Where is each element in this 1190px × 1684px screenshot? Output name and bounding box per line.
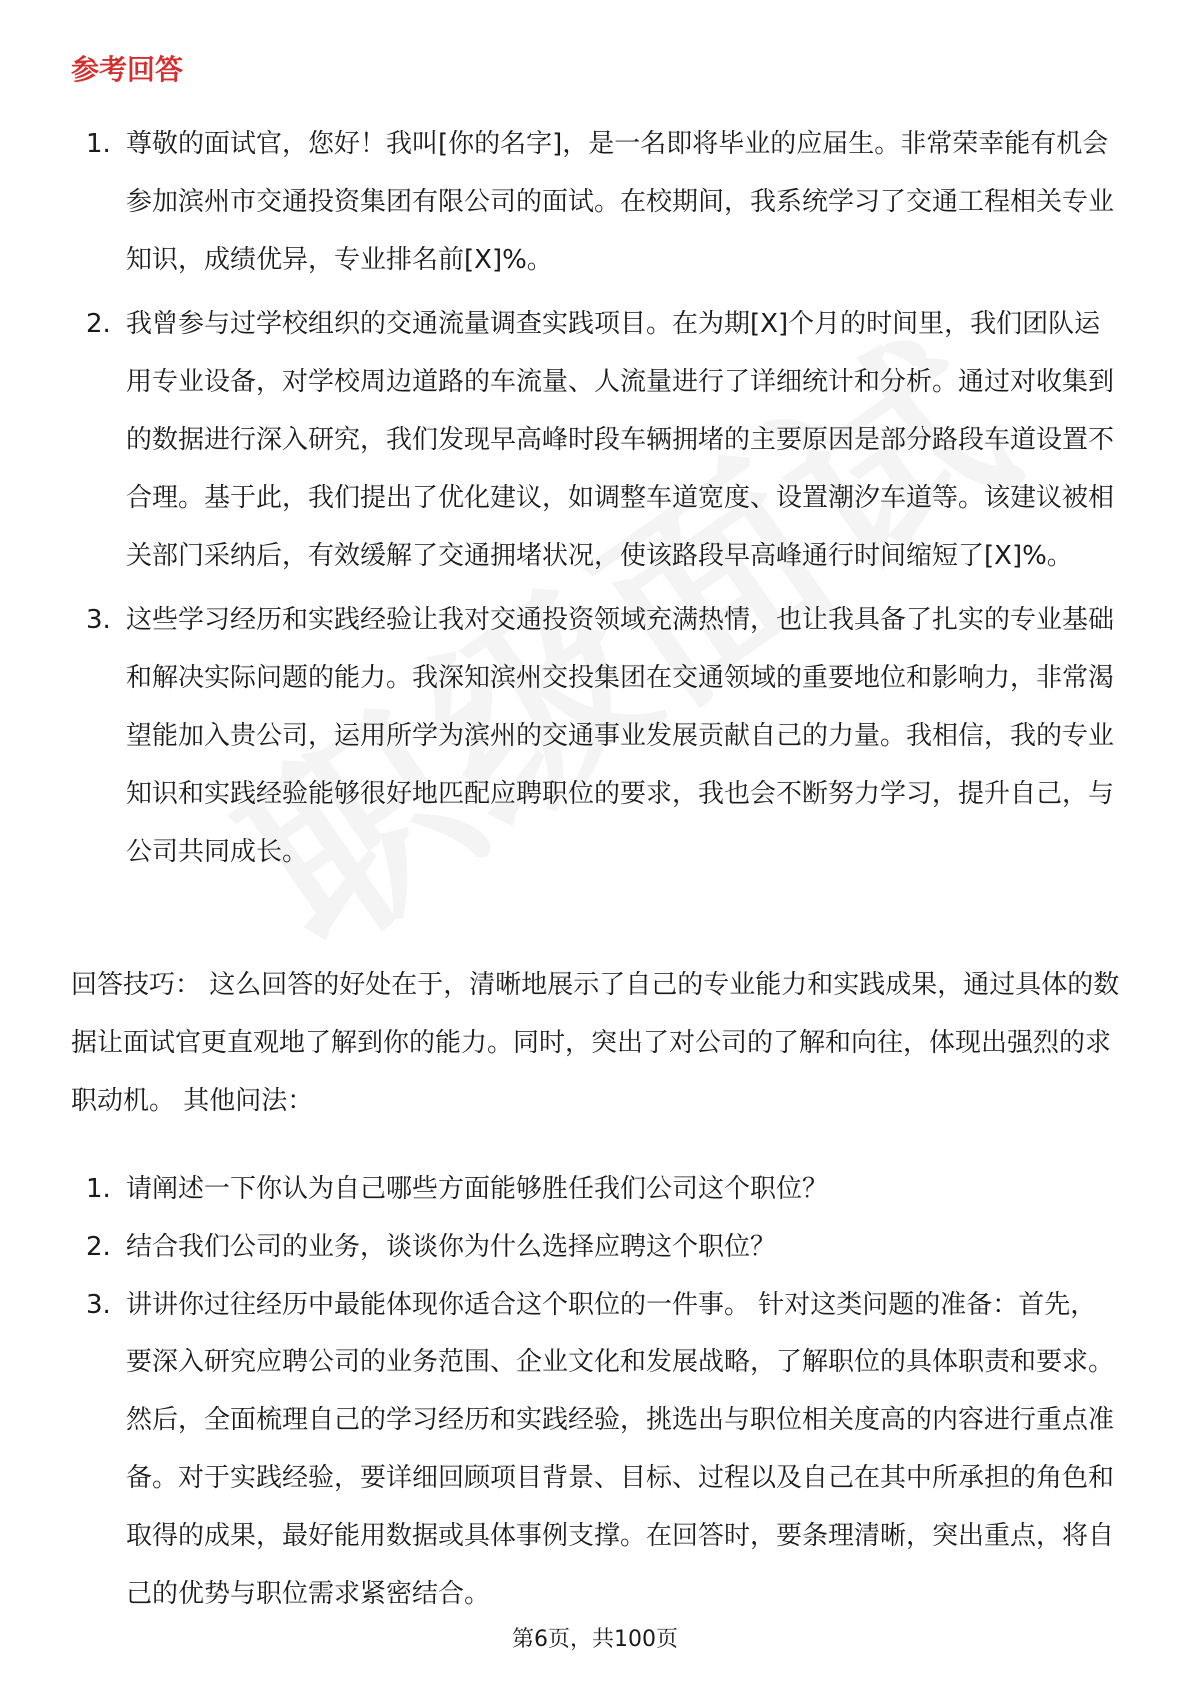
list-item — [0, 296, 1116, 585]
answer-tips: 回答技巧： 这么回答的好处在于，清晰地展示了自己的专业能力和实践成果，通过具体的数据让面试官更直观地了解到你的能力。同时，突出了对公司的了解和向往，体现出强烈的求职动机。 其他问法： — [71, 970, 1120, 1116]
list-item — [0, 1277, 1116, 1624]
list-number: 3. — [86, 605, 111, 636]
list-item — [0, 116, 1116, 289]
list-item — [0, 592, 1116, 881]
list-text: 尊敬的面试官，您好！我叫[你的名字]，是一名即将毕业的应届生。非常荣幸能有机会参加滨州市交通投资集团有限公司的面试。在校期间，我系统学习了交通工程相关专业知识，成绩优异，专业排名前[X]%。 — [126, 129, 1115, 275]
list-text: 请阐述一下你认为自己哪些方面能够胜任我们公司这个职位？ — [126, 1174, 829, 1204]
other-questions-list — [0, 1161, 1116, 1623]
list-number: 2. — [86, 309, 111, 340]
list-text: 讲讲你过往经历中最能体现你适合这个职位的一件事。 针对这类问题的准备：首先，要深入研究应聘公司的业务范围、企业文化和发展战略，了解职位的具体职责和要求。然后，全面梳理自己的学习经历和实践经验，挑选出与职位相关度高的内容进行重点准备。对于实践经验，要详细回顾项目背景、目标、过程以及自己在其中所承担的角色和取得的成果，最好能用数据或具体事例支撑。在回答时，要条理清晰，突出重点，将自己的优势与职位需求紧密结合。 — [126, 1289, 1115, 1609]
list-number: 1. — [86, 129, 111, 159]
list-text: 这些学习经历和实践经验让我对交通投资领域充满热情，也让我具备了扎实的专业基础和解决实际问题的能力。我深知滨州交投集团在交通领域的重要地位和影响力，非常渴望能加入贵公司，运用所学为滨州的交通事业发展贡献自己的力量。我相信，我的专业知识和实践经验能够很好地匹配应聘职位的要求，我也会不断努力学习，提升自己，与公司共同成长。 — [126, 605, 1115, 867]
list-text: 结合我们公司的业务，谈谈你为什么选择应聘这个职位？ — [126, 1231, 777, 1262]
list-item — [0, 1161, 1116, 1219]
answer-list — [0, 116, 1116, 881]
list-number: 1. — [86, 1174, 111, 1204]
page-number: 第6页，共100页 — [512, 1627, 678, 1652]
list-number: 3. — [86, 1289, 111, 1320]
section-heading: 参考回答 — [71, 53, 184, 86]
list-item — [0, 1219, 1116, 1277]
list-text: 我曾参与过学校组织的交通流量调查实践项目。在为期[X]个月的时间里，我们团队运用专业设备，对学校周边道路的车流量、人流量进行了详细统计和分析。通过对收集到的数据进行深入研究，我们发现早高峰时段车辆拥堵的主要原因是部分路段车道设置不合理。基于此，我们提出了优化建议，如调整车道宽度、设置潮汐车道等。该建议被相关部门采纳后，有效缓解了交通拥堵状况，使该路段早高峰通行时间缩短了[X]%。 — [126, 309, 1115, 571]
list-number: 2. — [86, 1231, 111, 1262]
